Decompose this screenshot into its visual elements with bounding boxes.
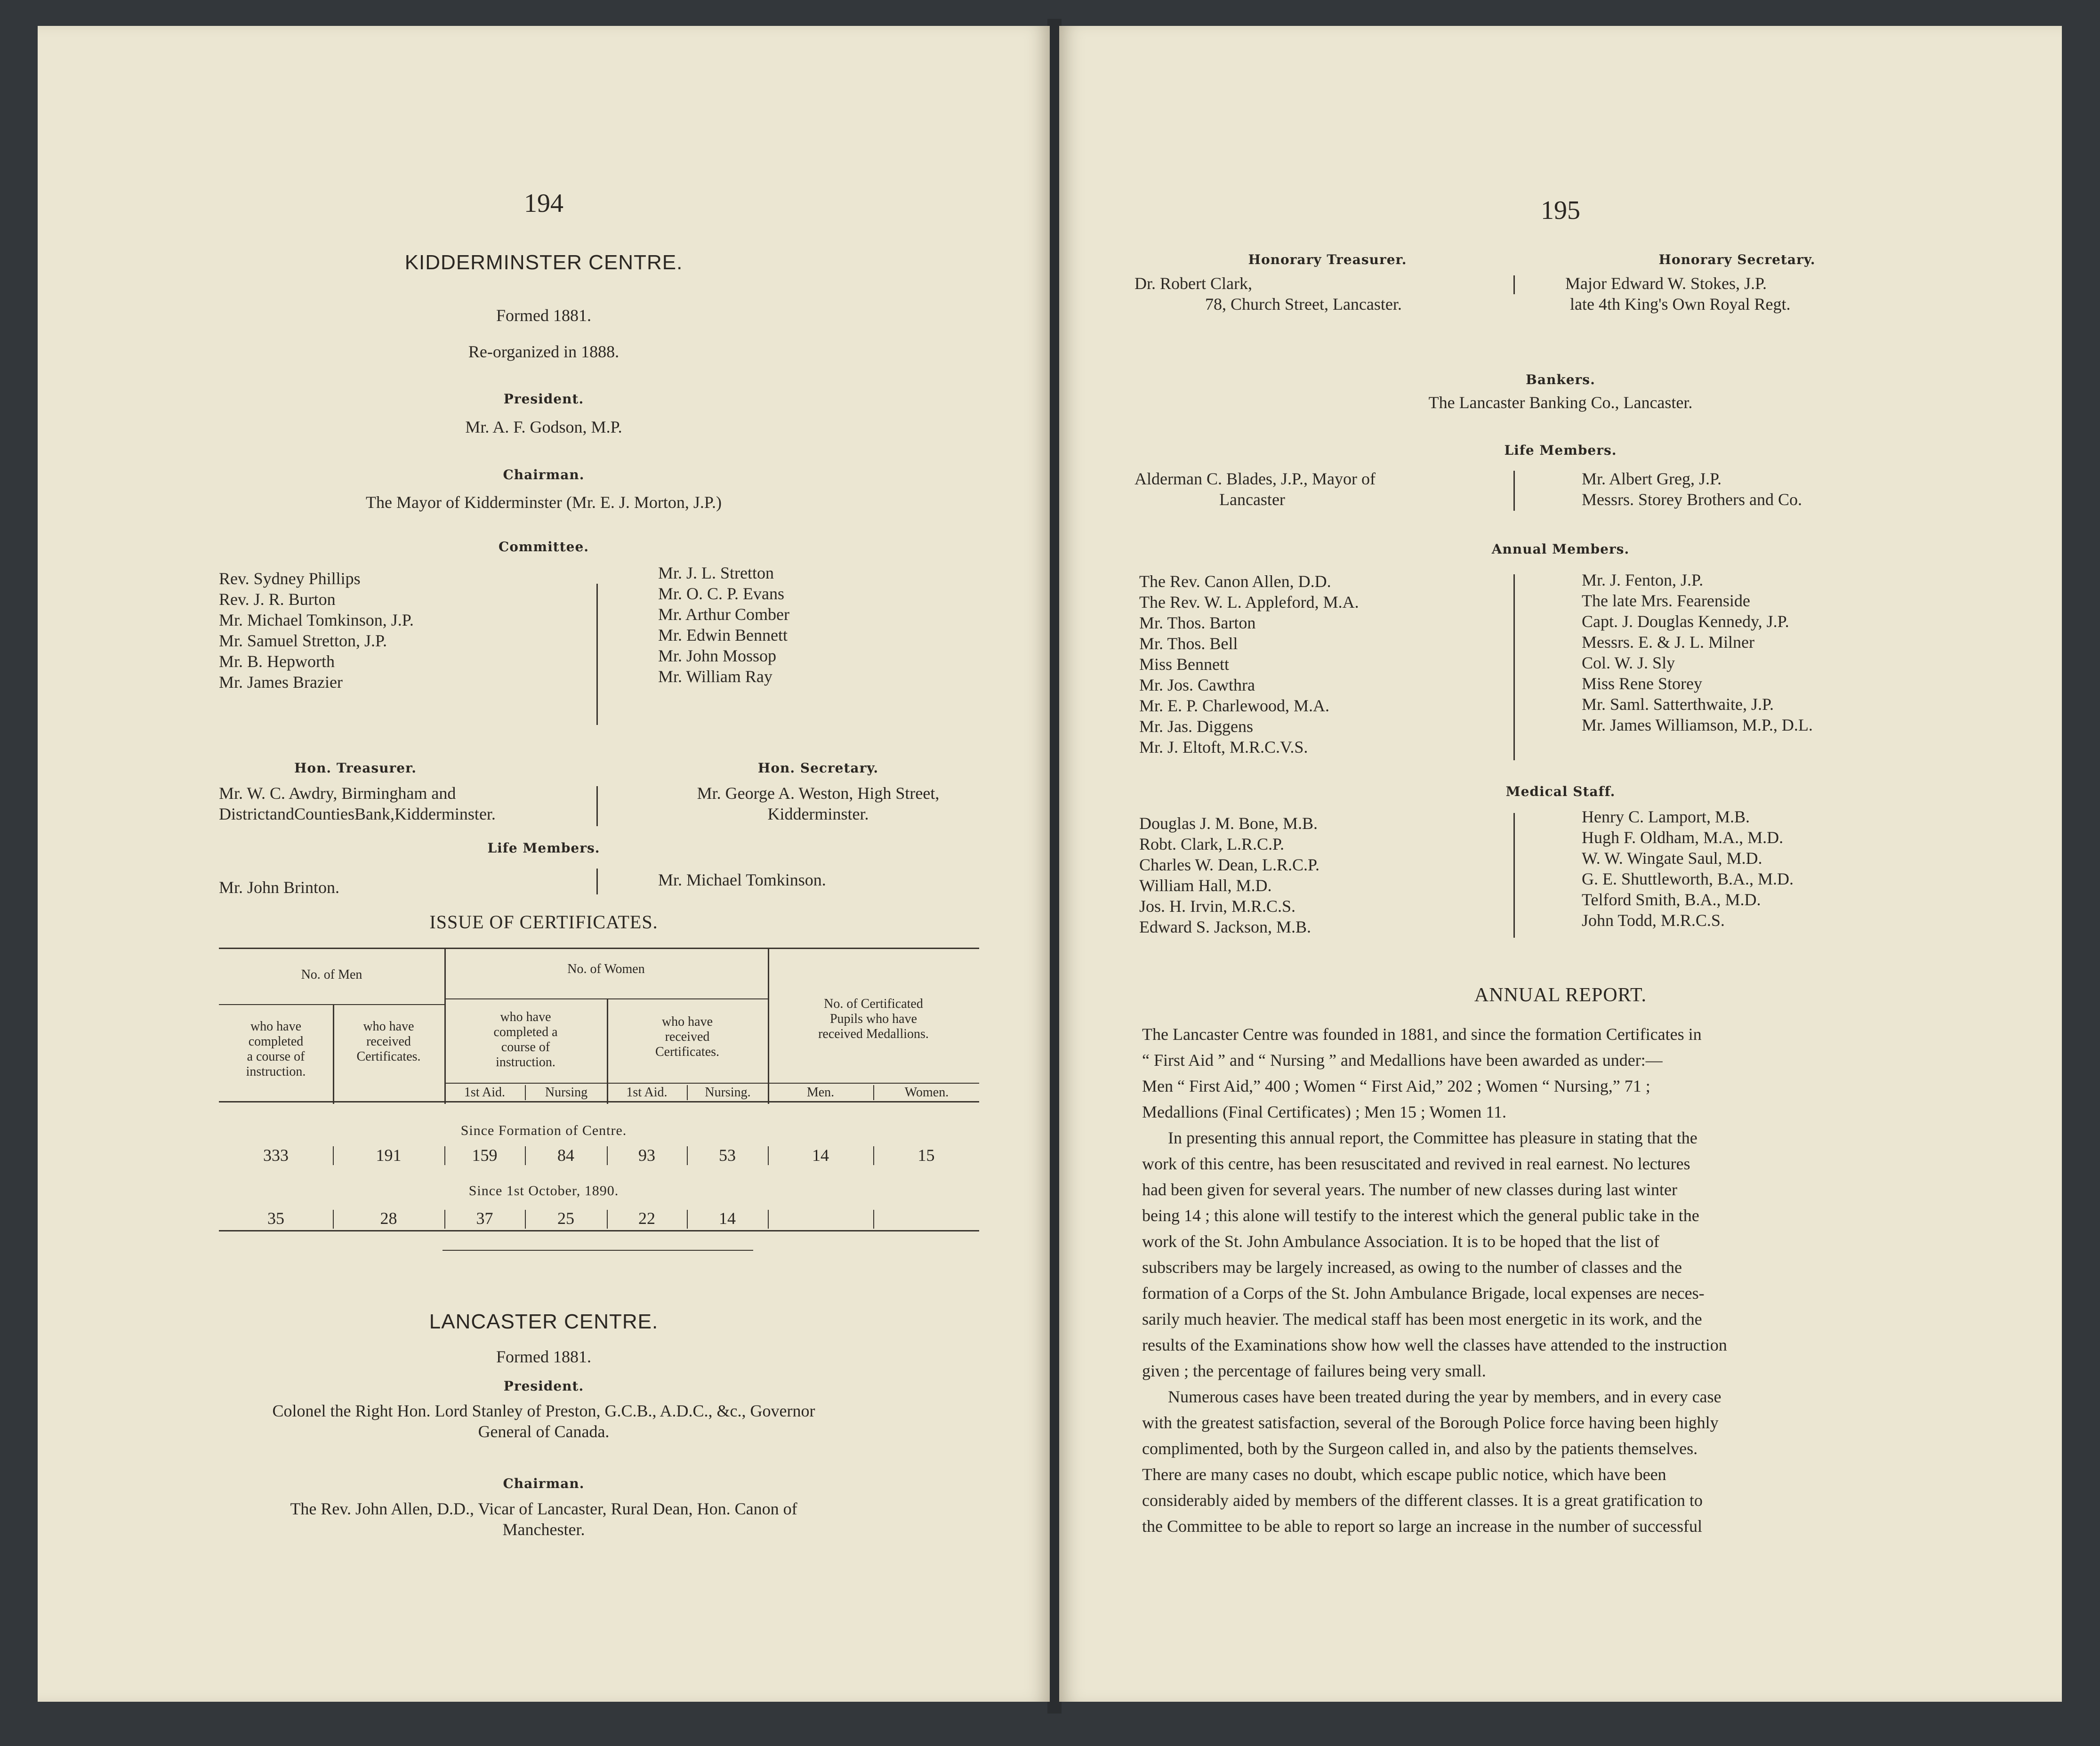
- chairman-line: Manchester.: [502, 1520, 585, 1539]
- table-rule: [333, 1146, 334, 1165]
- header-line: course of: [501, 1040, 550, 1054]
- table-cell: 191: [376, 1146, 402, 1165]
- table-rule: [687, 1210, 688, 1229]
- report-line: considerably aided by members of the different classes. It is a great gratification to: [1142, 1491, 1703, 1510]
- list-item: Mr. Edwin Bennett: [658, 626, 788, 644]
- men-received-header: [333, 1019, 444, 1064]
- life-members-heading: Life Members.: [1504, 443, 1617, 458]
- report-line: Men “ First Aid,” 400 ; Women “ First Aid,” 202 ; Women “ Nursing,” 71 ;: [1142, 1077, 1650, 1095]
- table-cell: 53: [719, 1146, 736, 1165]
- women-received-header: [607, 1014, 768, 1060]
- table-rule: [444, 1146, 445, 1165]
- life-members-heading: Life Members.: [487, 840, 600, 856]
- list-item: Mr. O. C. P. Evans: [658, 584, 785, 603]
- section-divider: [443, 1250, 753, 1251]
- treasurer-heading: Hon. Treasurer.: [294, 760, 417, 776]
- since-october-label: Since 1st October, 1890.: [468, 1183, 619, 1199]
- column-divider: [1513, 813, 1515, 938]
- header-line: received Medallions.: [818, 1027, 929, 1041]
- list-item: Mr. J. L. Stretton: [658, 563, 774, 582]
- life-member-right: Mr. Michael Tomkinson.: [658, 870, 826, 889]
- table-cell: 14: [719, 1209, 736, 1228]
- secretary-heading: Hon. Secretary.: [757, 760, 879, 776]
- chairman-name: The Mayor of Kidderminster (Mr. E. J. Morton, J.P.): [366, 493, 722, 512]
- lancaster-formed: Formed 1881.: [496, 1347, 591, 1366]
- table-rule: [444, 1210, 445, 1229]
- list-item: Telford Smith, B.A., M.D.: [1582, 890, 1761, 909]
- treasurer-block: [1134, 273, 1402, 314]
- column-divider: [1513, 574, 1515, 760]
- column-divider: [596, 869, 598, 894]
- list-item: Robt. Clark, L.R.C.P.: [1139, 835, 1285, 853]
- list-item: Mr. B. Hepworth: [219, 652, 335, 671]
- men-completed-header: [219, 1019, 333, 1079]
- list-item: Jos. H. Irvin, M.R.C.S.: [1139, 897, 1296, 916]
- life-members-left: [1134, 468, 1376, 510]
- list-item: G. E. Shuttleworth, B.A., M.D.: [1582, 869, 1794, 888]
- medical-staff-left: [1139, 813, 1320, 937]
- table-cell: 22: [638, 1209, 655, 1228]
- secretary-block: [658, 783, 978, 824]
- page-number: 195: [1541, 196, 1580, 225]
- table-rule: [333, 1210, 334, 1229]
- chairman-line: The Rev. John Allen, D.D., Vicar of Lancaster, Rural Dean, Hon. Canon of: [290, 1499, 797, 1518]
- women-completed-header: [444, 1010, 607, 1070]
- table-rule: [873, 1210, 874, 1229]
- since-formation-label: Since Formation of Centre.: [460, 1123, 627, 1138]
- header-line: No. of Certificated: [824, 997, 923, 1011]
- list-item: Douglas J. M. Bone, M.B.: [1139, 814, 1318, 833]
- table-rule: [219, 948, 979, 949]
- column-divider: [596, 786, 598, 826]
- table-cell: 333: [263, 1146, 289, 1165]
- table-cell: 28: [380, 1209, 397, 1228]
- header-line: who have: [500, 1010, 551, 1024]
- women-header: No. of Women: [567, 962, 645, 976]
- report-line: subscribers may be largely increased, as owing to the number of classes and the: [1142, 1258, 1682, 1277]
- table-cell: 37: [476, 1209, 493, 1228]
- report-line: Medallions (Final Certificates) ; Men 15 ; Women 11.: [1142, 1102, 1506, 1121]
- committee-heading: Committee.: [498, 539, 589, 555]
- list-item: Lancaster: [1219, 490, 1285, 509]
- subheader-nursing: Nursing.: [705, 1085, 751, 1100]
- report-line: being 14 ; this alone will testify to the interest which the general public take in the: [1142, 1206, 1699, 1225]
- lancaster-chairman-heading: Chairman.: [503, 1476, 585, 1491]
- report-line: had been given for several years. The number of new classes during last winter: [1142, 1180, 1677, 1199]
- list-item: Mr. Jas. Diggens: [1139, 717, 1253, 736]
- president-heading: President.: [503, 391, 584, 407]
- list-item: Rev. Sydney Phillips: [219, 569, 361, 588]
- report-line: complimented, both by the Surgeon called in, and also by the patients themselves.: [1142, 1439, 1698, 1458]
- list-item: Mr. E. P. Charlewood, M.A.: [1139, 696, 1329, 715]
- list-item: Mr. Albert Greg, J.P.: [1582, 469, 1722, 488]
- report-line: results of the Examinations show how well the classes have attended to the instruction: [1142, 1336, 1727, 1354]
- treasurer-line: DistrictandCountiesBank,Kidderminster.: [219, 805, 496, 823]
- table-rule: [607, 1146, 608, 1165]
- report-line: work of this centre, has been resuscitated and revived in real earnest. No lectures: [1142, 1154, 1690, 1173]
- list-item: Messrs. E. & J. L. Milner: [1582, 633, 1754, 652]
- chairman-heading: Chairman.: [503, 467, 585, 483]
- treasurer-block: [219, 783, 496, 824]
- table-cell: 14: [812, 1146, 829, 1165]
- subheader-women: Women.: [904, 1085, 949, 1100]
- treasurer-heading: Honorary Treasurer.: [1248, 252, 1407, 267]
- list-item: Mr. Thos. Bell: [1139, 634, 1238, 653]
- list-item: Messrs. Storey Brothers and Co.: [1582, 490, 1802, 509]
- report-line: Numerous cases have been treated during the year by members, and in every case: [1168, 1387, 1722, 1406]
- table-cell: 159: [472, 1146, 498, 1165]
- subheader-first-aid: 1st Aid.: [626, 1085, 668, 1100]
- subheader-first-aid: 1st Aid.: [464, 1085, 506, 1100]
- header-line: instruction.: [246, 1064, 306, 1079]
- report-line: In presenting this annual report, the Committee has pleasure in stating that the: [1168, 1128, 1698, 1147]
- medical-staff-heading: Medical Staff.: [1505, 784, 1616, 799]
- list-item: The Rev. Canon Allen, D.D.: [1139, 572, 1331, 591]
- report-line: work of the St. John Ambulance Association. It is to be hoped that the list of: [1142, 1232, 1659, 1251]
- report-line: formation of a Corps of the St. John Ambulance Brigade, local expenses are neces-: [1142, 1284, 1705, 1303]
- header-line: Pupils who have: [829, 1012, 917, 1026]
- report-line: sarily much heavier. The medical staff has been most energetic in its work, and the: [1142, 1310, 1702, 1328]
- table-rule: [219, 1101, 979, 1102]
- secretary-line: Kidderminster.: [767, 805, 869, 823]
- table-rule: [525, 1146, 526, 1165]
- list-item: Charles W. Dean, L.R.C.P.: [1139, 855, 1320, 874]
- table-rule: [768, 1146, 769, 1165]
- table-rule: [873, 1146, 874, 1165]
- header-line: received: [665, 1030, 710, 1044]
- life-members-right: [1582, 468, 1802, 510]
- report-line: with the greatest satisfaction, several of the Borough Police force having been highly: [1142, 1413, 1719, 1432]
- lancaster-chairman: [38, 1498, 1050, 1540]
- list-item: Mr. J. Fenton, J.P.: [1582, 571, 1704, 589]
- header-line: received: [366, 1034, 411, 1049]
- header-line: Certificates.: [655, 1045, 720, 1059]
- subheader-men: Men.: [806, 1085, 835, 1100]
- list-item: Miss Bennett: [1139, 655, 1230, 674]
- formed-date: Formed 1881.: [496, 306, 591, 325]
- lancaster-president: [38, 1400, 1050, 1442]
- report-line: the Committee to be able to report so large an increase in the number of successful: [1142, 1517, 1702, 1536]
- list-item: Mr. Michael Tomkinson, J.P.: [219, 611, 414, 629]
- annual-members-heading: Annual Members.: [1491, 541, 1630, 557]
- column-divider: [1513, 275, 1515, 294]
- list-item: Mr. Saml. Satterthwaite, J.P.: [1582, 695, 1774, 714]
- reorganized-date: Re-organized in 1888.: [468, 342, 620, 361]
- subheader-nursing: Nursing: [545, 1085, 588, 1100]
- list-item: Hugh F. Oldham, M.A., M.D.: [1582, 828, 1784, 847]
- life-member-left: Mr. John Brinton.: [219, 878, 340, 897]
- section-title: KIDDERMINSTER CENTRE.: [404, 251, 683, 274]
- list-item: Mr. John Mossop: [658, 646, 777, 665]
- table-rule: [687, 1146, 688, 1165]
- list-item: Col. W. J. Sly: [1582, 653, 1675, 672]
- table-rule: [444, 998, 768, 999]
- secretary-block: [1565, 273, 1790, 314]
- column-divider: [596, 584, 598, 725]
- treasurer-line: Mr. W. C. Awdry, Birmingham and: [219, 784, 456, 803]
- list-item: Edward S. Jackson, M.B.: [1139, 917, 1311, 936]
- table-rule: [768, 1210, 769, 1229]
- header-line: completed: [248, 1034, 304, 1049]
- list-item: John Todd, M.R.C.S.: [1582, 911, 1725, 930]
- table-cell: 35: [267, 1209, 284, 1228]
- men-header: No. of Men: [301, 967, 362, 982]
- header-line: Certificates.: [356, 1049, 421, 1064]
- table-rule: [444, 1083, 979, 1084]
- annual-members-left: [1139, 571, 1359, 757]
- list-item: Miss Rene Storey: [1582, 674, 1702, 693]
- list-item: Mr. Jos. Cawthra: [1139, 676, 1255, 694]
- list-item: Capt. J. Douglas Kennedy, J.P.: [1582, 612, 1789, 631]
- lancaster-title: LANCASTER CENTRE.: [429, 1310, 659, 1333]
- table-cell: 93: [638, 1146, 655, 1165]
- list-item: Mr. Arthur Comber: [658, 605, 789, 624]
- page-number: 194: [524, 189, 563, 218]
- list-item: Mr. J. Eltoft, M.R.C.V.S.: [1139, 738, 1308, 756]
- president-name: Mr. A. F. Godson, M.P.: [465, 418, 622, 436]
- list-item: William Hall, M.D.: [1139, 876, 1272, 895]
- table-rule: [219, 1004, 444, 1005]
- list-item: Mr. Thos. Barton: [1139, 613, 1256, 632]
- bankers-heading: Bankers.: [1526, 372, 1595, 387]
- lancaster-president-heading: President.: [503, 1378, 584, 1394]
- committee-right-list: [658, 563, 789, 687]
- left-page: [38, 26, 1050, 1702]
- secretary-line: Major Edward W. Stokes, J.P.: [1565, 274, 1767, 293]
- list-item: The late Mrs. Fearenside: [1582, 591, 1750, 610]
- list-item: Mr. William Ray: [658, 667, 772, 686]
- report-line: There are many cases no doubt, which escape public notice, which have been: [1142, 1465, 1666, 1484]
- list-item: Alderman C. Blades, J.P., Mayor of: [1134, 469, 1376, 488]
- table-rule: [607, 1210, 608, 1229]
- annual-members-right: [1582, 570, 1813, 735]
- report-line: The Lancaster Centre was founded in 1881, and since the formation Certificates in: [1142, 1025, 1702, 1044]
- header-line: instruction.: [496, 1055, 555, 1070]
- header-line: who have: [250, 1019, 302, 1034]
- list-item: Rev. J. R. Burton: [219, 590, 336, 609]
- bankers-name: The Lancaster Banking Co., Lancaster.: [1428, 393, 1693, 412]
- right-page: [1059, 26, 2062, 1702]
- president-line: Colonel the Right Hon. Lord Stanley of Preston, G.C.B., A.D.C., &c., Governor: [272, 1401, 815, 1420]
- table-cell: 15: [917, 1146, 935, 1165]
- header-line: a course of: [247, 1049, 305, 1064]
- treasurer-line: Dr. Robert Clark,: [1134, 274, 1252, 293]
- annual-report-body: [1142, 1022, 2008, 1539]
- header-line: who have: [363, 1019, 414, 1034]
- secretary-line: late 4th King's Own Royal Regt.: [1570, 295, 1791, 314]
- list-item: Mr. James Williamson, M.P., D.L.: [1582, 716, 1813, 734]
- president-line: General of Canada.: [478, 1422, 610, 1441]
- secretary-heading: Honorary Secretary.: [1658, 252, 1816, 267]
- report-line: “ First Aid ” and “ Nursing ” and Medallions have been awarded as under:—: [1142, 1051, 1663, 1070]
- column-divider: [1513, 471, 1515, 511]
- table-cell: 25: [557, 1209, 574, 1228]
- committee-left-list: [219, 568, 414, 692]
- secretary-line: Mr. George A. Weston, High Street,: [697, 784, 940, 803]
- annual-report-title: ANNUAL REPORT.: [1474, 984, 1647, 1006]
- table-rule: [525, 1210, 526, 1229]
- table-rule: [219, 1230, 979, 1231]
- list-item: W. W. Wingate Saul, M.D.: [1582, 849, 1762, 868]
- report-line: given ; the percentage of failures being very small.: [1142, 1361, 1486, 1380]
- list-item: The Rev. W. L. Appleford, M.A.: [1139, 593, 1359, 612]
- header-line: completed a: [493, 1025, 558, 1039]
- table-cell: 84: [557, 1146, 574, 1165]
- list-item: Henry C. Lamport, M.B.: [1582, 807, 1750, 826]
- treasurer-line: 78, Church Street, Lancaster.: [1205, 295, 1402, 314]
- header-line: who have: [661, 1014, 713, 1029]
- list-item: Mr. James Brazier: [219, 673, 343, 692]
- list-item: Mr. Samuel Stretton, J.P.: [219, 631, 387, 650]
- certificates-title: ISSUE OF CERTIFICATES.: [429, 911, 658, 933]
- medallions-header: [768, 997, 979, 1042]
- medical-staff-right: [1582, 806, 1794, 931]
